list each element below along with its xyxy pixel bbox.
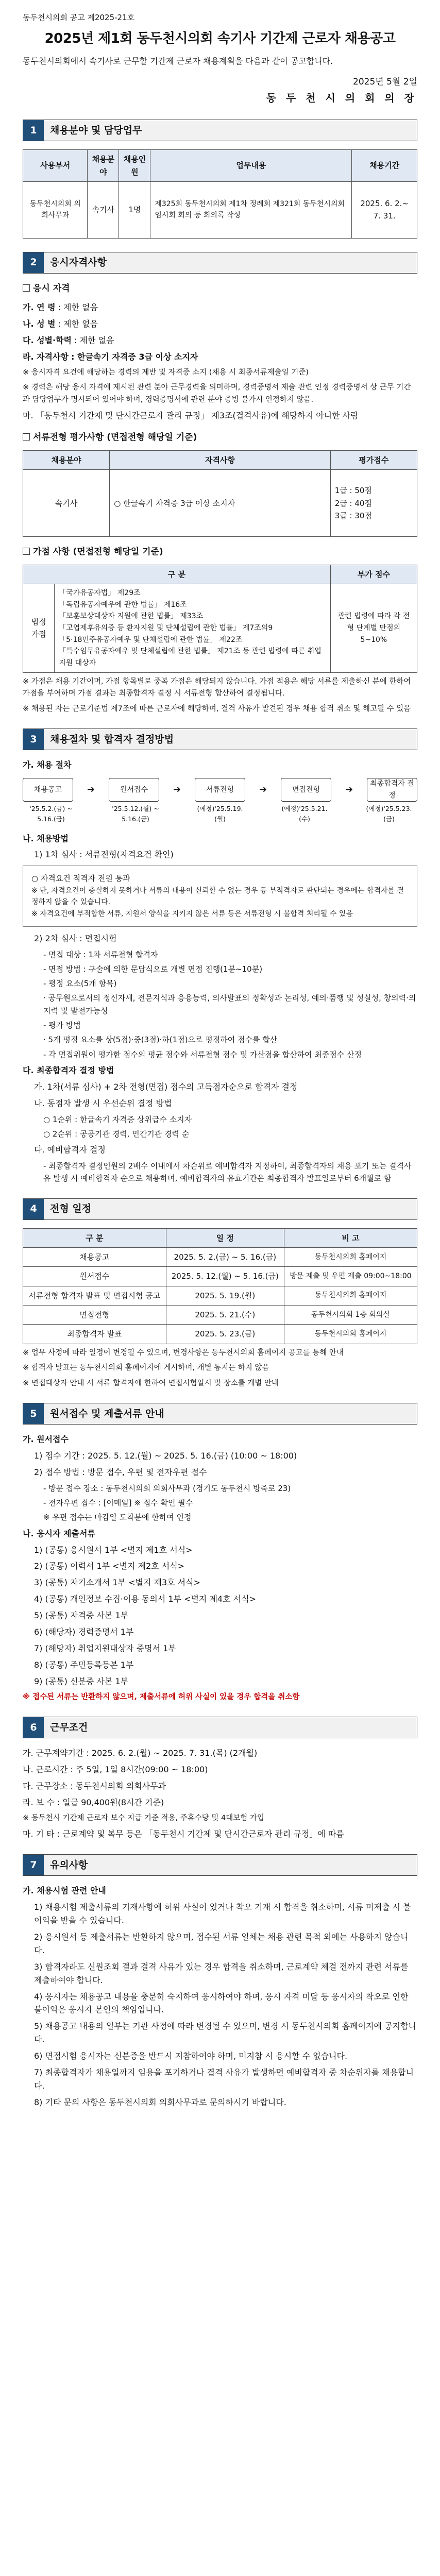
list-item: 가. 1차(서류 심사) + 2차 전형(면접) 점수의 고득점자순으로 합격자 결정 bbox=[34, 1081, 298, 1092]
table-header: 업무내용 bbox=[150, 150, 352, 182]
list-item: - 각 면접위원이 평가한 점수의 평균 점수와 서류전형 점수 및 가산점을 합산하여 최종점수 산정 bbox=[43, 1049, 362, 1059]
section-label: 근무조건 bbox=[44, 1717, 417, 1738]
list-item: 2) 응시원서 등 제출서류는 반환하지 않으며, 접수된 서류 일체는 채용 관련 목적 외에는 사용하지 않습니다. bbox=[34, 1931, 409, 1955]
list-item: 나. 근로시간 : 주 5일, 1일 8시간(09:00 ~ 18:00) bbox=[23, 1765, 208, 1775]
subsection-title: 나. 응시자 제출서류 bbox=[23, 1528, 95, 1538]
list-item: 2) (공통) 이력서 1부 <별지 제2호 서식> bbox=[34, 1561, 185, 1571]
section-label: 응시자격사항 bbox=[44, 252, 417, 273]
table-cell: ○ 한글속기 자격증 3급 이상 소지자 bbox=[110, 470, 330, 537]
qualification-disqualification: 마. 「동두천시 기간제 및 단시간근로자 관리 규정」 제3조(결격사유)에 해당하지 아니한 사람 bbox=[23, 411, 359, 421]
table-header: 구 분 bbox=[23, 1228, 166, 1247]
section-header-7 bbox=[23, 1854, 417, 1876]
list-item: 다. 예비합격자 결정 bbox=[34, 1145, 106, 1155]
table-cell: 「국가유공자법」 제29조 「독립유공자예우에 관한 법률」 제16조 「보훈보상대상자 지원에 관한 법률」 제33조 「고엽제후유의증 등 환자지원 및 단체설립에 관한 법률」 제7조의9 「5·18민주유공자예우 및 단체설립에 관한 법률」 제22조 「특수임무유공자예우 및 단체설립에 관한 법률」 제21조 등 관련 법령에 따른 취업지원 대상자 bbox=[55, 584, 331, 673]
section-header-1 bbox=[23, 120, 417, 141]
flow-date: '25.5.12.(월) ~ 5.16.(금) bbox=[112, 805, 159, 823]
table-row: 채용공고 2025. 5. 2.(금) ~ 5. 16.(금) 동두천시의회 홈페이지 bbox=[23, 1248, 417, 1267]
list-item: 7) (해당자) 취업지원대상자 증명서 1부 bbox=[34, 1643, 176, 1653]
section-number: 7 bbox=[23, 1855, 44, 1875]
list-item: 6) 면접시험 응시자는 신분증을 반드시 지참하여야 하며, 미지참 시 응시할 수 없습니다. bbox=[34, 2051, 348, 2061]
process-flow bbox=[23, 778, 417, 802]
announcement-number: 동두천시의회 공고 제2025-21호 bbox=[23, 13, 135, 22]
table-cell: 법정 가점 bbox=[23, 584, 55, 673]
section-label: 채용분야 및 담당업무 bbox=[44, 120, 417, 141]
list-item: 라. 보 수 : 일급 90,400원(8시간 기준) bbox=[23, 1797, 164, 1807]
table-cell: 속기사 bbox=[88, 181, 119, 238]
table-row: 서류전형 합격자 발표 및 면접시험 공고 2025. 5. 19.(월) 동두천시의회 홈페이지 bbox=[23, 1286, 417, 1305]
note: ※ 업무 사정에 따라 일정이 변경될 수 있으며, 변경사항은 동두천시의회 홈페이지 공고를 통해 안내 bbox=[23, 1348, 344, 1357]
list-item: 3) 합격자라도 신원조회 결과 결격 사유가 있는 경우 합격을 취소하며, 근로계약 체결 전까지 관련 서류를 제출하여야 합니다. bbox=[34, 1961, 409, 1985]
list-item: 6) (해당자) 경력증명서 1부 bbox=[34, 1627, 134, 1637]
list-item: 1) 접수 기간 : 2025. 5. 12.(월) ~ 2025. 5. 16.(금) (10:00 ~ 18:00) bbox=[34, 1450, 297, 1461]
section-label: 유의사항 bbox=[44, 1855, 417, 1875]
page-title: 2025년 제1회 동두천시의회 속기사 기간제 근로자 채용공고 bbox=[44, 31, 396, 47]
subsection-title: 가점 사항 (면접전형 해당일 기준) bbox=[23, 545, 417, 560]
list-item: 4) (공통) 개인정보 수집·이용 동의서 1부 <별지 제4호 서식> bbox=[34, 1594, 256, 1604]
list-item: 3) (공통) 자기소개서 1부 <별지 제3호 서식> bbox=[34, 1578, 200, 1588]
flow-step: 면접전형 bbox=[281, 778, 331, 802]
flow-step: 채용공고 bbox=[23, 778, 73, 802]
list-item: - 면접 방법 : 구술에 의한 문답식으로 개별 면접 진행(1분~10분) bbox=[43, 964, 263, 974]
flow-date: '25.5.2.(금) ~ 5.16.(금) bbox=[29, 805, 73, 823]
table-cell: 제325회 동두천시의회 제1차 정례회 제321회 동두천시의회 임시회 회의 등 회의록 작성 bbox=[150, 181, 352, 238]
warning-note: ※ 접수된 서류는 반환하지 않으며, 제출서류에 허위 사실이 있을 경우 합격을 취소함 bbox=[23, 1692, 300, 1701]
table-header: 부가 점수 bbox=[330, 565, 417, 584]
arrow-right-icon: ➜ bbox=[345, 784, 353, 795]
evaluation-table bbox=[23, 450, 417, 537]
qualification-education: 다. 성별·학력 : 제한 없음 bbox=[23, 335, 114, 346]
section-number: 6 bbox=[23, 1717, 44, 1738]
score-line: 1급 : 50점 bbox=[334, 486, 372, 496]
table-header: 비 고 bbox=[284, 1228, 417, 1247]
subsection-title: 서류전형 평가사항 (면접전형 해당일 기준) bbox=[23, 431, 417, 445]
method-title: 다. 최종합격자 결정 방법 bbox=[23, 1065, 114, 1075]
qualification-sex: 나. 성 별 : 제한 없음 bbox=[23, 319, 98, 329]
section-header-4 bbox=[23, 1198, 417, 1220]
flow-date: (예정)'25.5.21.(수) bbox=[281, 805, 328, 823]
list-item: · 공무원으로서의 정신자세, 전문지식과 응용능력, 의사발표의 정확성과 논리성, 예의·품행 및 성실성, 창의력·의지력 및 발전가능성 bbox=[43, 993, 416, 1015]
flow-date: (예정)'25.5.23.(금) bbox=[366, 805, 412, 823]
note: ※ 응시자격 요건에 해당하는 경력의 제반 및 자격증 소지 (채용 시 최종서류제출일 기준) bbox=[23, 368, 309, 377]
section-header-6 bbox=[23, 1717, 417, 1738]
table-cell: 관련 법령에 따라 각 전형 단계별 만점의 5~10% bbox=[330, 584, 417, 673]
subsection-title: 가. 채용시험 관련 안내 bbox=[23, 1886, 106, 1896]
table-header: 채용분야 bbox=[23, 450, 110, 469]
list-item: 5) (공통) 자격증 사본 1부 bbox=[34, 1611, 129, 1621]
list-item: 가. 근무계약기간 : 2025. 6. 2.(월) ~ 2025. 7. 31.(목) (2개월) bbox=[23, 1748, 258, 1758]
method-box: ○ 자격요건 적격자 전원 통과 ※ 단, 자격요건이 충실하지 못하거나 서류의 내용이 신뢰할 수 없는 경우 등 부적격자로 판단되는 경우에는 합격자를 결정하지 않을 수 있습니다. ※ 자격요건에 부적합한 서류, 지원서 양식을 지키지 않은 서류 등은 서류전형 시 불합격 처리될 수 있음 bbox=[23, 866, 417, 926]
checkbox-icon bbox=[23, 433, 30, 440]
flow-dates bbox=[23, 804, 417, 825]
section-number: 3 bbox=[23, 729, 44, 750]
table-cell: 1명 bbox=[119, 181, 150, 238]
recruitment-table bbox=[23, 149, 417, 239]
flow-step: 서류전형 bbox=[195, 778, 245, 802]
section-number: 4 bbox=[23, 1199, 44, 1219]
issuer: 동 두 천 시 의 회 의 장 bbox=[266, 91, 417, 104]
list-item: - 방문 접수 장소 : 동두천시의회 의회사무과 (경기도 동두천시 방죽로 23) bbox=[43, 1483, 291, 1493]
checkbox-icon bbox=[23, 284, 30, 292]
flow-title: 가. 채용 절차 bbox=[23, 760, 72, 770]
table-cell bbox=[330, 470, 417, 537]
score-line: 2급 : 40점 bbox=[334, 498, 372, 508]
method-step: 2) 2차 심사 : 면접시험 bbox=[34, 933, 117, 943]
table-cell: 2025. 6. 2.~ 7. 31. bbox=[352, 181, 417, 238]
table-header: 채용분야 bbox=[88, 150, 119, 182]
list-item: 마. 기 타 : 근로계약 및 복무 등은 「동두천시 기간제 및 단시간근로자 관리 규정」에 따름 bbox=[23, 1829, 344, 1839]
subsection-title: 가. 원서접수 bbox=[23, 1434, 69, 1445]
table-header: 일 정 bbox=[166, 1228, 284, 1247]
note: ※ 동두천시 기간제 근로자 보수 지급 기준 적용, 주휴수당 및 4대보험 가입 bbox=[23, 1814, 264, 1822]
table-row: 면접전형 2025. 5. 21.(수) 동두천시의회 1층 회의실 bbox=[23, 1305, 417, 1324]
table-cell: 동두천시의회 의회사무과 bbox=[23, 181, 88, 238]
note: ※ 면접대상자 안내 시 서류 합격자에 한하여 면접시험일시 및 장소를 개별 안내 bbox=[23, 1379, 279, 1387]
qualification-age: 가. 연 령 : 제한 없음 bbox=[23, 302, 98, 313]
list-item: 9) (공통) 신분증 사본 1부 bbox=[34, 1676, 129, 1686]
section-header-3 bbox=[23, 728, 417, 750]
list-item: 8) (공통) 주민등록등본 1부 bbox=[34, 1659, 134, 1670]
method-title: 나. 채용방법 bbox=[23, 833, 69, 843]
list-item: 5) 채용공고 내용의 일부는 기관 사정에 따라 변경될 수 있으며, 변경 시 동두천시의회 홈페이지에 공지합니다. bbox=[34, 2021, 416, 2045]
list-item: 나. 동점자 발생 시 우선순위 결정 방법 bbox=[34, 1098, 172, 1108]
list-item: - 평정 요소(5개 항목) bbox=[43, 979, 117, 989]
flow-step: 원서접수 bbox=[109, 778, 159, 802]
list-item: ○ 1순위 : 한글속기 자격증 상위급수 소지자 bbox=[43, 1114, 192, 1124]
section-number: 5 bbox=[23, 1403, 44, 1424]
section-number: 2 bbox=[23, 252, 44, 273]
schedule-table bbox=[23, 1228, 417, 1344]
list-item: - 최종합격자 결정인원의 2배수 이내에서 차순위로 예비합격자 지정하여, 최종합격자의 채용 포기 또는 결격사유 발생 시 예비합격자 순으로 채용하며, 예비합격자의 유효기간은 최종합격자 발표일로부터 6개월로 함 bbox=[43, 1161, 412, 1183]
note: ※ 가점은 채용 기간이며, 가점 항목별로 중복 가점은 해당되지 않습니다. 가점 적용은 해당 서류를 제출하신 분에 한하여 가점을 부여하며 가점 결과는 최종합격자 결정 시 서류전형 합산하여 결정됩니다. bbox=[23, 677, 411, 698]
list-item: · 5개 평정 요소를 상(5점)·중(3점)·하(1점)으로 평정하여 점수를 합산 bbox=[43, 1035, 278, 1045]
score-line: 3급 : 30점 bbox=[334, 511, 372, 520]
table-header: 자격사항 bbox=[110, 450, 330, 469]
list-item: ○ 2순위 : 공공기관 경력, 민간기관 경력 순 bbox=[43, 1129, 190, 1139]
arrow-right-icon: ➜ bbox=[259, 784, 267, 795]
arrow-right-icon: ➜ bbox=[87, 784, 95, 795]
table-row: 최종합격자 발표 2025. 5. 23.(금) 동두천시의회 홈페이지 bbox=[23, 1325, 417, 1344]
section-label: 전형 일정 bbox=[44, 1199, 417, 1219]
bonus-table bbox=[23, 565, 417, 673]
table-row: 원서접수 2025. 5. 12.(월) ~ 5. 16.(금) 방문 제출 및 우편 제출 09:00~18:00 bbox=[23, 1267, 417, 1286]
table-cell: 속기사 bbox=[23, 470, 110, 537]
list-item: 1) (공통) 응시원서 1부 <별지 제1호 서식> bbox=[34, 1545, 193, 1555]
list-item: 1) 채용시험 제출서류의 기재사항에 허위 사실이 있거나 착오 기재 시 합격을 취소하며, 서류 미제출 시 불이익을 받을 수 있습니다. bbox=[34, 1902, 411, 1925]
flow-step: 최종합격자 결정 bbox=[367, 778, 417, 802]
list-item: 다. 근무장소 : 동두천시의회 의회사무과 bbox=[23, 1781, 166, 1791]
section-header-5 bbox=[23, 1403, 417, 1425]
table-header: 채용인원 bbox=[119, 150, 150, 182]
list-item: - 전자우편 접수 : [이메일] ※ 접수 확인 필수 bbox=[43, 1498, 193, 1508]
list-item: - 평가 방법 bbox=[43, 1021, 81, 1030]
subsection-title: 응시 자격 bbox=[23, 282, 417, 296]
method-step: 1) 1차 심사 : 서류전형(자격요건 확인) bbox=[34, 850, 174, 860]
qualification-license: 라. 자격사항 : 한글속기 자격증 3급 이상 소지자 bbox=[23, 352, 198, 362]
table-header: 사용부서 bbox=[23, 150, 88, 182]
intro-text: 동두천시의회에서 속기사로 근무할 기간제 근로자 채용계획을 다음과 같이 공고합니다. bbox=[23, 56, 333, 66]
section-label: 원서접수 및 제출서류 안내 bbox=[44, 1403, 417, 1424]
list-item: ※ 우편 접수는 마감일 도착분에 한하여 인정 bbox=[43, 1513, 192, 1522]
section-number: 1 bbox=[23, 120, 44, 141]
note: ※ 경력은 해당 응시 자격에 제시된 관련 분야 근무경력을 의미하며, 경력증명서 제출 관련 인정 경력증명서 상 근무 기간과 담당업무가 명시되어 있어야 하며, 경력증명서에 관련 분야 증빙 불가시 인정하지 않음. bbox=[23, 383, 411, 404]
checkbox-icon bbox=[23, 548, 30, 555]
arrow-right-icon: ➜ bbox=[173, 784, 181, 795]
table-header: 구 분 bbox=[23, 565, 331, 584]
table-header: 채용기간 bbox=[352, 150, 417, 182]
announcement-date: 2025년 5월 2일 bbox=[353, 77, 417, 88]
list-item: 2) 접수 방법 : 방문 접수, 우편 및 전자우편 접수 bbox=[34, 1467, 207, 1477]
section-header-2 bbox=[23, 252, 417, 274]
list-item: 8) 기타 문의 사항은 동두천시의회 의회사무과로 문의하시기 바랍니다. bbox=[34, 2097, 286, 2107]
note: ※ 합격자 발표는 동두천시의회 홈페이지에 게시하며, 개별 통지는 하지 않음 bbox=[23, 1364, 269, 1372]
note: ※ 채용된 자는 근로기준법 제7조에 따른 근로자에 해당하며, 결격 사유가 발견된 경우 채용 합격 취소 및 해고될 수 있음 bbox=[23, 704, 411, 713]
section-label: 채용절차 및 합격자 결정방법 bbox=[44, 729, 417, 750]
flow-date: (예정)'25.5.19.(월) bbox=[197, 805, 243, 823]
list-item: - 면접 대상 : 1차 서류전형 합격자 bbox=[43, 950, 158, 959]
list-item: 4) 응시자는 채용공고 내용을 충분히 숙지하여 응시하여야 하며, 응시 자격 미달 등 응시자의 착오로 인한 불이익은 응시자 본인의 책임입니다. bbox=[34, 1991, 409, 2015]
table-header: 평가점수 bbox=[330, 450, 417, 469]
list-item: 7) 최종합격자가 채용일까지 임용을 포기하거나 결격 사유가 발생하면 예비합격자 중 차순위자를 채용합니다. bbox=[34, 2067, 414, 2091]
